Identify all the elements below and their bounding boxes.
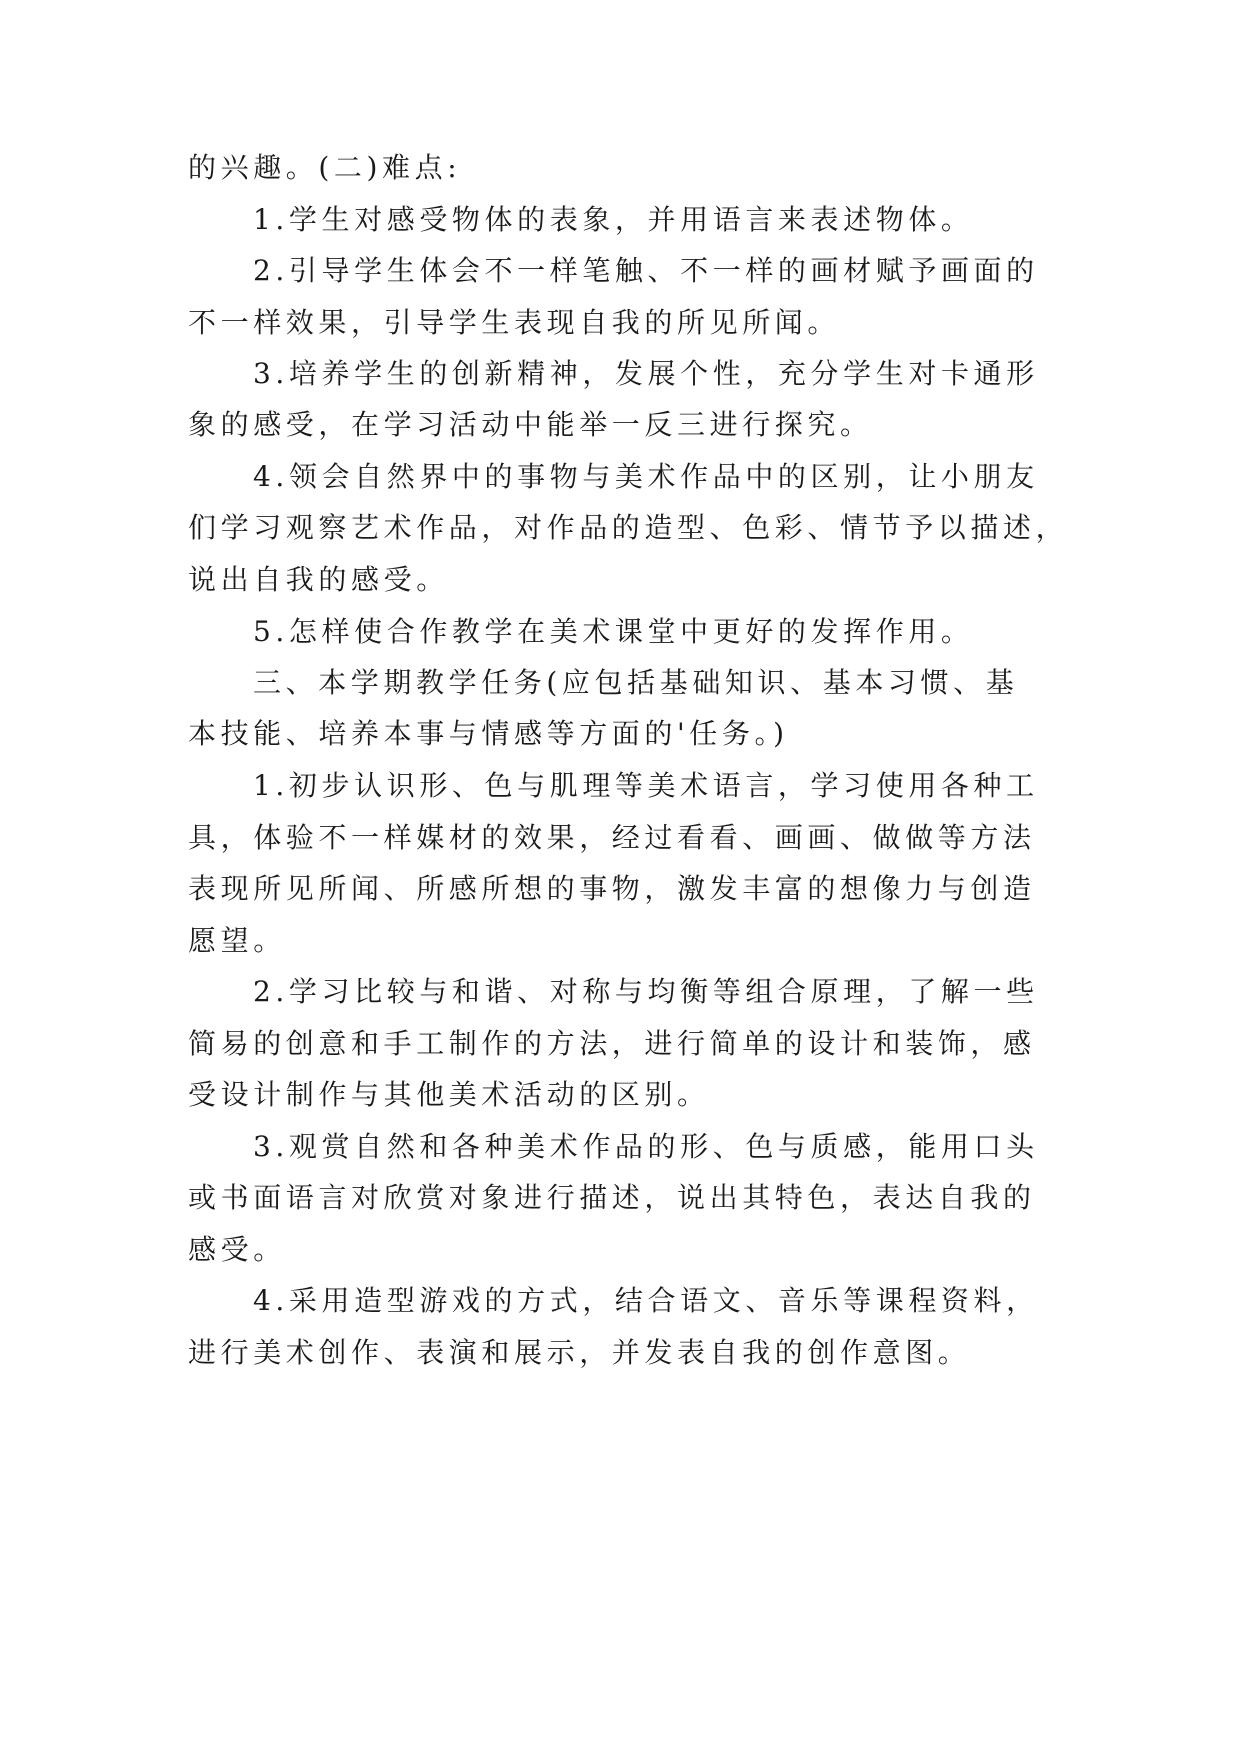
section-heading: 三、本学期教学任务(应包括基础知识、基本习惯、基: [253, 666, 1019, 699]
text-line: 的兴趣。(二)难点:: [188, 151, 462, 184]
text-line: 愿望。: [188, 924, 286, 957]
text-line: 们学习观察艺术作品，对作品的造型、色彩、情节予以描述，: [188, 511, 1069, 544]
text-line: 感受。: [188, 1233, 286, 1266]
text-line: 说出自我的感受。: [188, 563, 449, 596]
list-item-difficulty-5: 5.怎样使合作教学在美术课堂中更好的发挥作用。: [253, 615, 974, 648]
text-line: 或书面语言对欣赏对象进行描述，说出其特色，表达自我的: [188, 1181, 1036, 1214]
list-item-difficulty-4: 4.领会自然界中的事物与美术作品中的区别，让小朋友: [253, 460, 1039, 493]
list-item-task-1: 1.初步认识形、色与肌理等美术语言，学习使用各种工: [253, 769, 1039, 802]
list-item-difficulty-2: 2.引导学生体会不一样笔触、不一样的画材赋予画面的: [253, 254, 1039, 287]
list-item-task-4: 4.采用造型游戏的方式，结合语文、音乐等课程资料，: [253, 1284, 1039, 1317]
list-item-task-2: 2.学习比较与和谐、对称与均衡等组合原理，了解一些: [253, 975, 1039, 1008]
list-item-task-3: 3.观赏自然和各种美术作品的形、色与质感，能用口头: [253, 1130, 1039, 1163]
text-line: 简易的创意和手工制作的方法，进行简单的设计和装饰，感: [188, 1027, 1036, 1060]
text-line: 受设计制作与其他美术活动的区别。: [188, 1078, 710, 1111]
text-line: 具，体验不一样媒材的效果，经过看看、画画、做做等方法: [188, 821, 1036, 854]
text-line: 进行美术创作、表演和展示，并发表自我的创作意图。: [188, 1336, 971, 1369]
text-line: 不一样效果，引导学生表现自我的所见所闻。: [188, 306, 841, 339]
list-item-difficulty-3: 3.培养学生的创新精神，发展个性，充分学生对卡通形: [253, 357, 1039, 390]
list-item-difficulty-1: 1.学生对感受物体的表象，并用语言来表述物体。: [253, 203, 974, 236]
text-line: 象的感受，在学习活动中能举一反三进行探究。: [188, 408, 873, 441]
text-line: 表现所见所闻、所感所想的事物，激发丰富的想像力与创造: [188, 872, 1036, 905]
text-line: 本技能、培养本事与情感等方面的'任务。): [188, 717, 789, 750]
